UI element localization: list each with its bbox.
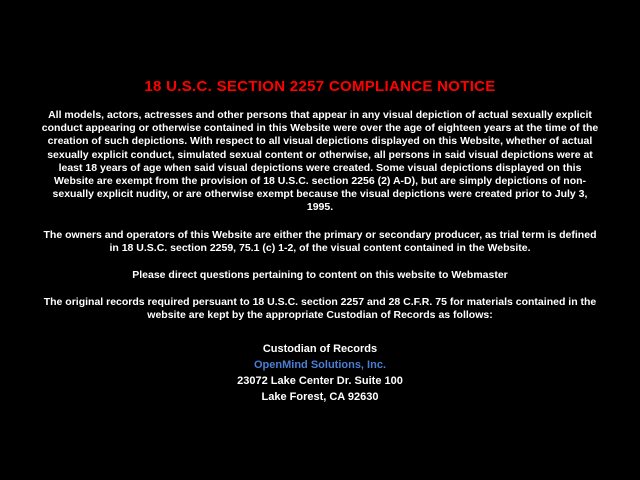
address-line-1: 23072 Lake Center Dr. Suite 100	[237, 374, 403, 387]
records-custodian-paragraph: The original records required persuant to 18 U.S.C. section 2257 and 28 C.F.R. 75 for materials contained in the website are kept by the appropriate Custodian of Records as follows:	[43, 296, 597, 322]
webmaster-contact-paragraph: Please direct questions pertaining to content on this website to Webmaster	[132, 269, 508, 282]
compliance-paragraph-1: All models, actors, actresses and other persons that appear in any visual depiction of actual sexually explicit conduct appearing or otherwise contained in this Website were over the age of eighteen years at the time of the creation of such depictions. With respect to all visual depictions displayed on this Website, whether of actual sexually explicit conduct, simulated sexual content or otherwise, all persons in said visual depictions were at least 18 years of age when said visual depictions were created. Some visual depictions displayed on this Website are exempt from the provision of 18 U.S.C. section 2256 (2) A-D), but are simply depictions of non-sexually explicit nudity, or are otherwise exempt because the visual depictions were created prior to July 3, 1995.	[41, 109, 599, 214]
custodian-of-records-heading: Custodian of Records	[262, 342, 378, 355]
compliance-paragraph-2: The owners and operators of this Website are either the primary or secondary producer, as trial term is defined in 18 U.S.C. section 2259, 75.1 (c) 1-2, of the visual content contained in the Website.	[43, 228, 597, 254]
company-name: OpenMind Solutions, Inc.	[254, 358, 386, 371]
page-title: 18 U.S.C. SECTION 2257 COMPLIANCE NOTICE	[144, 78, 496, 95]
address-line-2: Lake Forest, CA 92630	[261, 390, 379, 403]
